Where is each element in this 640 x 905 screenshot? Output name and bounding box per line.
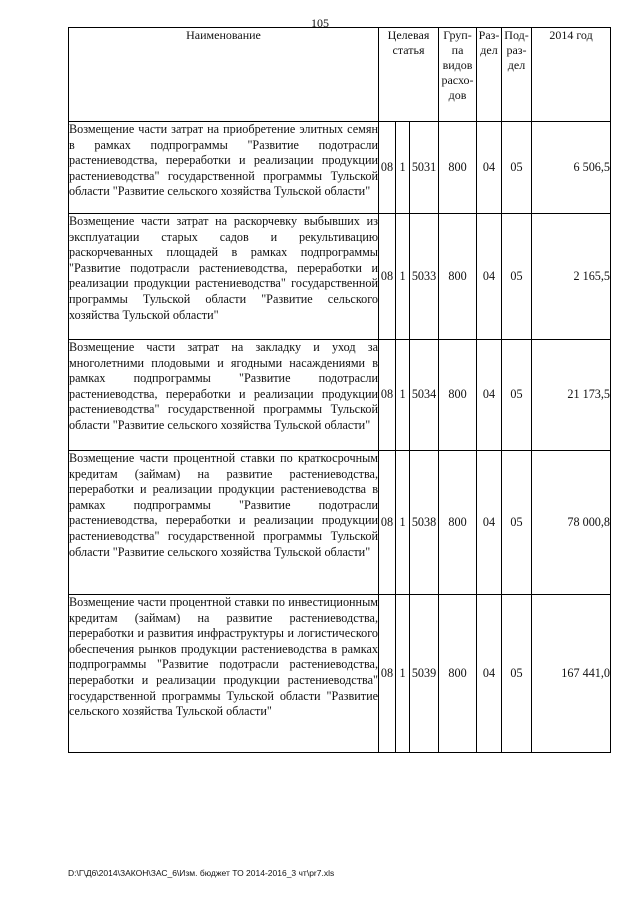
header-year: 2014 год (532, 28, 611, 122)
row-code-1: 08 (379, 214, 396, 340)
table-row (69, 340, 611, 451)
row-expense-group: 800 (439, 122, 477, 214)
row-name: Возмещение части процентной ставки по инвестиционным кредитам (займам) на развитие растениеводства, переработки и развития инфраструктуры и логистического обеспечения рынков продукции растениеводства в рамках подпрограммы "Развитие подотрасли растениеводства, переработки и реализации продукции растениеводства" государственной программы Тульской области "Развитие сельского хозяйства Тульской области" (69, 595, 379, 753)
row-subsection: 05 (502, 340, 532, 451)
row-subsection: 05 (502, 451, 532, 595)
row-name: Возмещение части затрат на закладку и уход за многолетними плодовыми и ягодными насаждениями в рамках подпрограммы "Развитие подотрасли растениеводства, переработки и реализации продукции растениеводства" государственной программы Тульской области "Развитие сельского хозяйства Тульской области" (69, 340, 379, 451)
header-name: Наименование (69, 28, 379, 122)
row-subsection: 05 (502, 122, 532, 214)
row-code-1: 08 (379, 340, 396, 451)
row-expense-group: 800 (439, 214, 477, 340)
table-row (69, 122, 611, 214)
row-name: Возмещение части затрат на раскорчевку выбывших из эксплуатации старых садов и рекультивацию раскорчеванных площадей в рамках подпрограммы "Развитие подотрасли растениеводства, переработки и реализации продукции растениеводства" государственной программы Тульской области "Развитие сельского хозяйства Тульской области" (69, 214, 379, 340)
row-section: 04 (477, 340, 502, 451)
row-amount: 78 000,8 (532, 451, 611, 595)
table-row (69, 595, 611, 753)
budget-table (68, 27, 611, 753)
row-code-1: 08 (379, 595, 396, 753)
page-number: 105 (311, 16, 329, 30)
row-amount: 2 165,5 (532, 214, 611, 340)
row-code-1: 08 (379, 451, 396, 595)
row-code-2: 1 (396, 214, 410, 340)
row-code-3: 5033 (410, 214, 439, 340)
row-name: Возмещение части процентной ставки по краткосрочным кредитам (займам) на развитие растениеводства, переработки и реализации продукции растениеводства в рамках подпрограммы "Развитие подотрасли растениеводства, переработки и реализации продукции растениеводства" государственной программы Тульской области "Развитие сельского хозяйства Тульской области" (69, 451, 379, 595)
row-code-3: 5039 (410, 595, 439, 753)
row-subsection: 05 (502, 214, 532, 340)
row-expense-group: 800 (439, 451, 477, 595)
table-row (69, 214, 611, 340)
row-section: 04 (477, 122, 502, 214)
row-code-2: 1 (396, 122, 410, 214)
table-row (69, 451, 611, 595)
row-code-2: 1 (396, 340, 410, 451)
row-code-3: 5031 (410, 122, 439, 214)
row-amount: 6 506,5 (532, 122, 611, 214)
row-code-2: 1 (396, 451, 410, 595)
file-path-footer: D:\Г\Д6\2014\ЗАКОН\ЗАС_6\Изм. бюджет ТО 2014-2016_3 чт\pr7.xls (68, 868, 335, 878)
header-subsection: Под-раз-дел (502, 28, 532, 122)
row-code-3: 5038 (410, 451, 439, 595)
row-expense-group: 800 (439, 340, 477, 451)
row-code-3: 5034 (410, 340, 439, 451)
row-amount: 21 173,5 (532, 340, 611, 451)
row-code-2: 1 (396, 595, 410, 753)
row-expense-group: 800 (439, 595, 477, 753)
row-section: 04 (477, 214, 502, 340)
row-name: Возмещение части затрат на приобретение элитных семян в рамках подпрограммы "Развитие подотрасли растениеводства, переработки и реализации продукции растениеводства" государственной программы Тульской области "Развитие сельского хозяйства Тульской области" (69, 122, 379, 214)
row-section: 04 (477, 595, 502, 753)
row-subsection: 05 (502, 595, 532, 753)
row-code-1: 08 (379, 122, 396, 214)
row-section: 04 (477, 451, 502, 595)
header-expense-group: Груп-па видов расхо-дов (439, 28, 477, 122)
row-amount: 167 441,0 (532, 595, 611, 753)
header-row (69, 28, 611, 122)
header-section: Раз-дел (477, 28, 502, 122)
header-target-article: Целевая статья (379, 28, 439, 122)
